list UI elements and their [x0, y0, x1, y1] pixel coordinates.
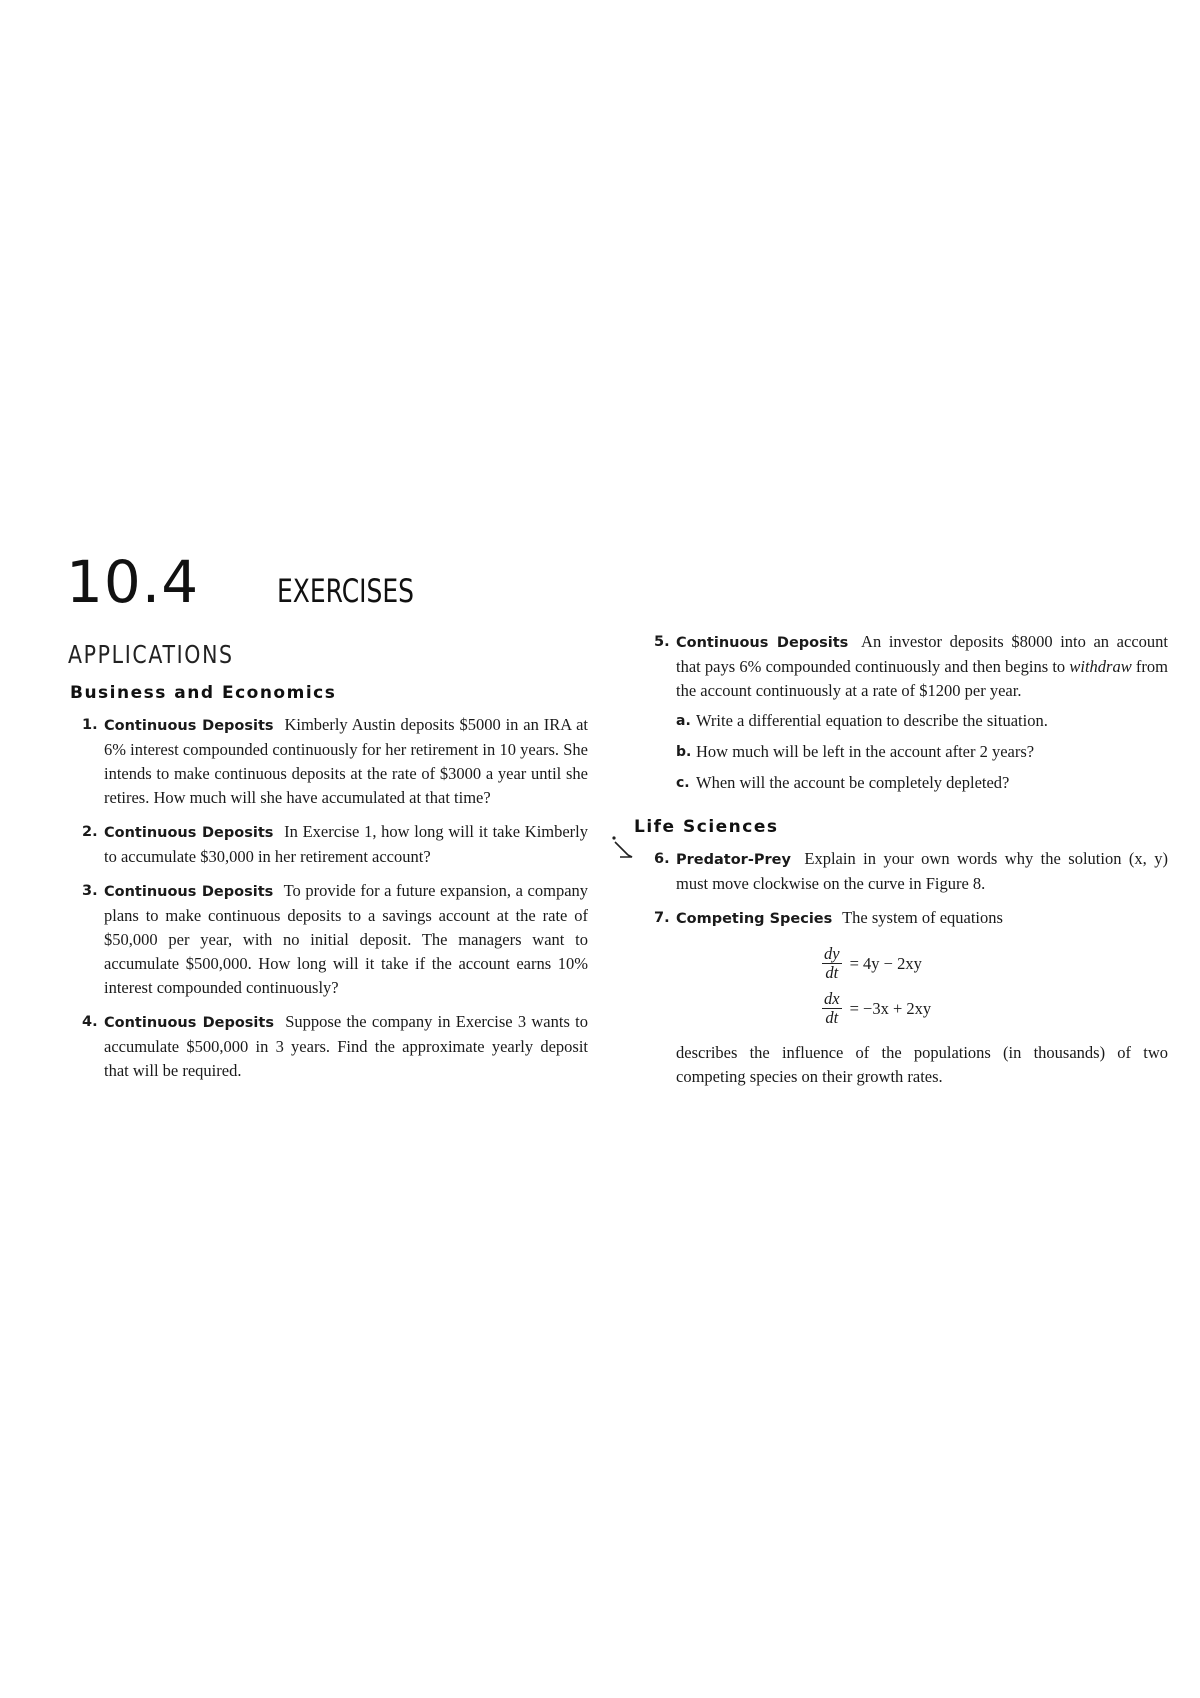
exercise-number: 4. [82, 1014, 98, 1030]
fraction-numerator: dx [824, 989, 840, 1008]
equation-rhs: = −3x + 2xy [849, 998, 932, 1018]
exercise-number: 6. [654, 851, 670, 867]
exercise-title: Predator-Prey [676, 852, 791, 868]
left-column [68, 640, 588, 1093]
exercise-1 [68, 713, 588, 810]
exercise-7 [640, 906, 1168, 931]
part-text: How much will be left in the account after 2 years? [696, 742, 1035, 761]
exercise-text: Kimberly Austin deposits $5000 in an IRA at 6% interest compounded continuously for her retirement in 10 years. She intends to make continuous deposits at the rate of $3000 a year until she retires. How much will she have accumulated at that time? [104, 715, 589, 807]
pencil-mark-icon [610, 835, 636, 865]
exercise-text-italic: withdraw [1069, 657, 1132, 676]
exercise-7-closing: describes the influence of the populations (in thousands) of two competing species on their growth rates. [676, 1043, 1168, 1086]
equation-rhs: = 4y − 2xy [849, 953, 922, 973]
fraction-numerator: dy [824, 944, 840, 963]
exercise-2 [68, 820, 588, 869]
part-c [676, 771, 1168, 795]
right-column [634, 630, 1169, 1089]
exercise-parts [676, 709, 1168, 795]
category-business-economics: Business and Economics [70, 683, 337, 703]
derivative-fraction [822, 990, 842, 1027]
exercise-text: Explain in your own words why the solution (x, y) must move clockwise on the curve in Figure 8. [676, 849, 1169, 893]
equation-dx-dt [822, 990, 1168, 1027]
part-label: c. [676, 775, 690, 791]
fraction-denominator: dt [825, 963, 839, 982]
exercise-text: Suppose the company in Exercise 3 wants to accumulate $500,000 in 3 years. Find the approximate yearly deposit that will be required. [104, 1012, 588, 1080]
exercise-number: 3. [82, 883, 98, 899]
exercise-text-end: from the account continuously at a rate of $1200 per year. [676, 657, 1169, 700]
exercise-number: 5. [654, 634, 670, 650]
part-label: b. [676, 744, 692, 760]
part-b [676, 740, 1168, 764]
exercise-3 [68, 879, 588, 1000]
equation-system [822, 945, 1168, 1027]
derivative-fraction [822, 945, 842, 982]
equation-dy-dt [822, 945, 1168, 982]
category-life-sciences: Life Sciences [634, 817, 779, 837]
exercise-text: To provide for a future expansion, a company plans to make continuous deposits to a savings account at the rate of $50,000 per year, with no initial deposit. The managers want to accumulate $500,000. How long will it take if the account earns 10% interest compounded continuously? [104, 881, 589, 997]
exercise-title: Continuous Deposits [676, 635, 849, 651]
applications-heading: APPLICATIONS [68, 640, 234, 669]
exercise-title: Competing Species [676, 911, 833, 927]
fraction-denominator: dt [825, 1008, 839, 1027]
exercise-5 [640, 630, 1168, 795]
part-text: When will the account be completely depleted? [696, 773, 1010, 792]
section-number: 10.4 [66, 548, 200, 616]
exercise-text: The system of equations [842, 908, 1003, 927]
part-label: a. [676, 713, 691, 729]
exercise-title: Continuous Deposits [104, 1015, 274, 1031]
exercise-number: 2. [82, 824, 98, 840]
exercise-number: 1. [82, 717, 98, 733]
exercise-number: 7. [654, 910, 670, 926]
exercise-title: Continuous Deposits [104, 884, 274, 900]
part-text: Write a differential equation to describe the situation. [696, 711, 1048, 730]
exercise-text: In Exercise 1, how long will it take Kimberly to accumulate $30,000 in her retirement account? [104, 822, 589, 866]
exercise-6 [640, 847, 1168, 896]
section-header [66, 548, 453, 616]
section-title: EXERCISES [277, 572, 415, 610]
part-a [676, 709, 1168, 733]
exercise-text: An investor deposits $8000 into an account that pays 6% compounded continuously and then begins to [676, 632, 1168, 676]
exercise-title: Continuous Deposits [104, 825, 274, 841]
exercise-title: Continuous Deposits [104, 718, 274, 734]
exercise-4 [68, 1010, 588, 1083]
